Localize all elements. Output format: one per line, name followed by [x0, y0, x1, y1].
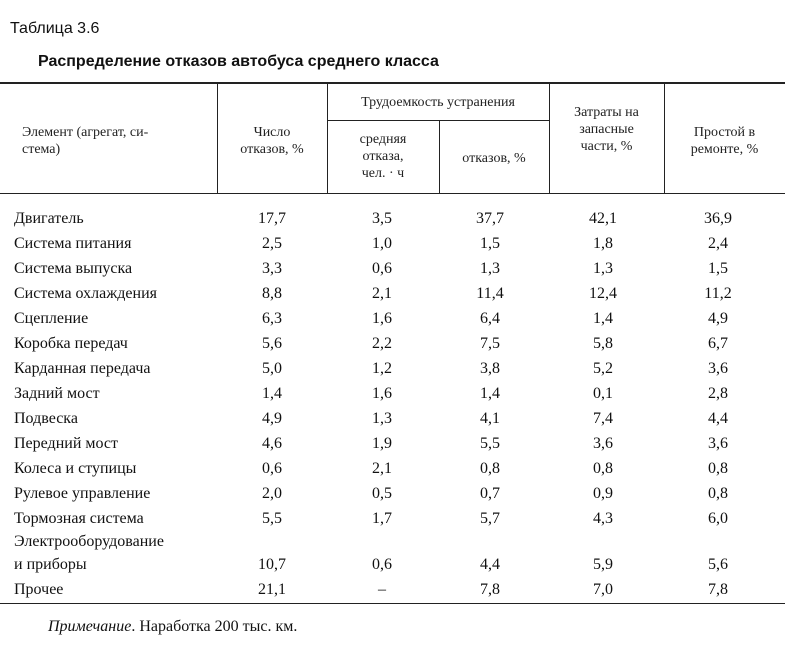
- header-downtime: Простой в ремонте, %: [690, 125, 759, 157]
- table-number: Таблица 3.6: [10, 20, 100, 37]
- header-element: Элемент (агрегат, си- стема): [22, 125, 149, 157]
- header-failures: Число отказов, %: [240, 125, 304, 157]
- table-header-bottom-rule: [0, 193, 785, 194]
- group-header-rule: [327, 120, 549, 121]
- note-text: . Наработка 200 тыс. км.: [131, 618, 298, 635]
- header-labor-group: Трудоемкость устранения: [361, 95, 515, 110]
- header-labor-pct: отказов, %: [462, 151, 526, 166]
- table-bottom-rule: [0, 603, 785, 604]
- note-label: Примечание: [48, 618, 132, 635]
- header-parts: Затраты на запасные части, %: [574, 105, 639, 154]
- table-note: [48, 618, 297, 636]
- header-labor-avg: средняя отказа, чел. · ч: [359, 132, 407, 181]
- table-title: Распределение отказов автобуса среднего класса: [38, 53, 439, 70]
- table-top-rule: [0, 82, 785, 84]
